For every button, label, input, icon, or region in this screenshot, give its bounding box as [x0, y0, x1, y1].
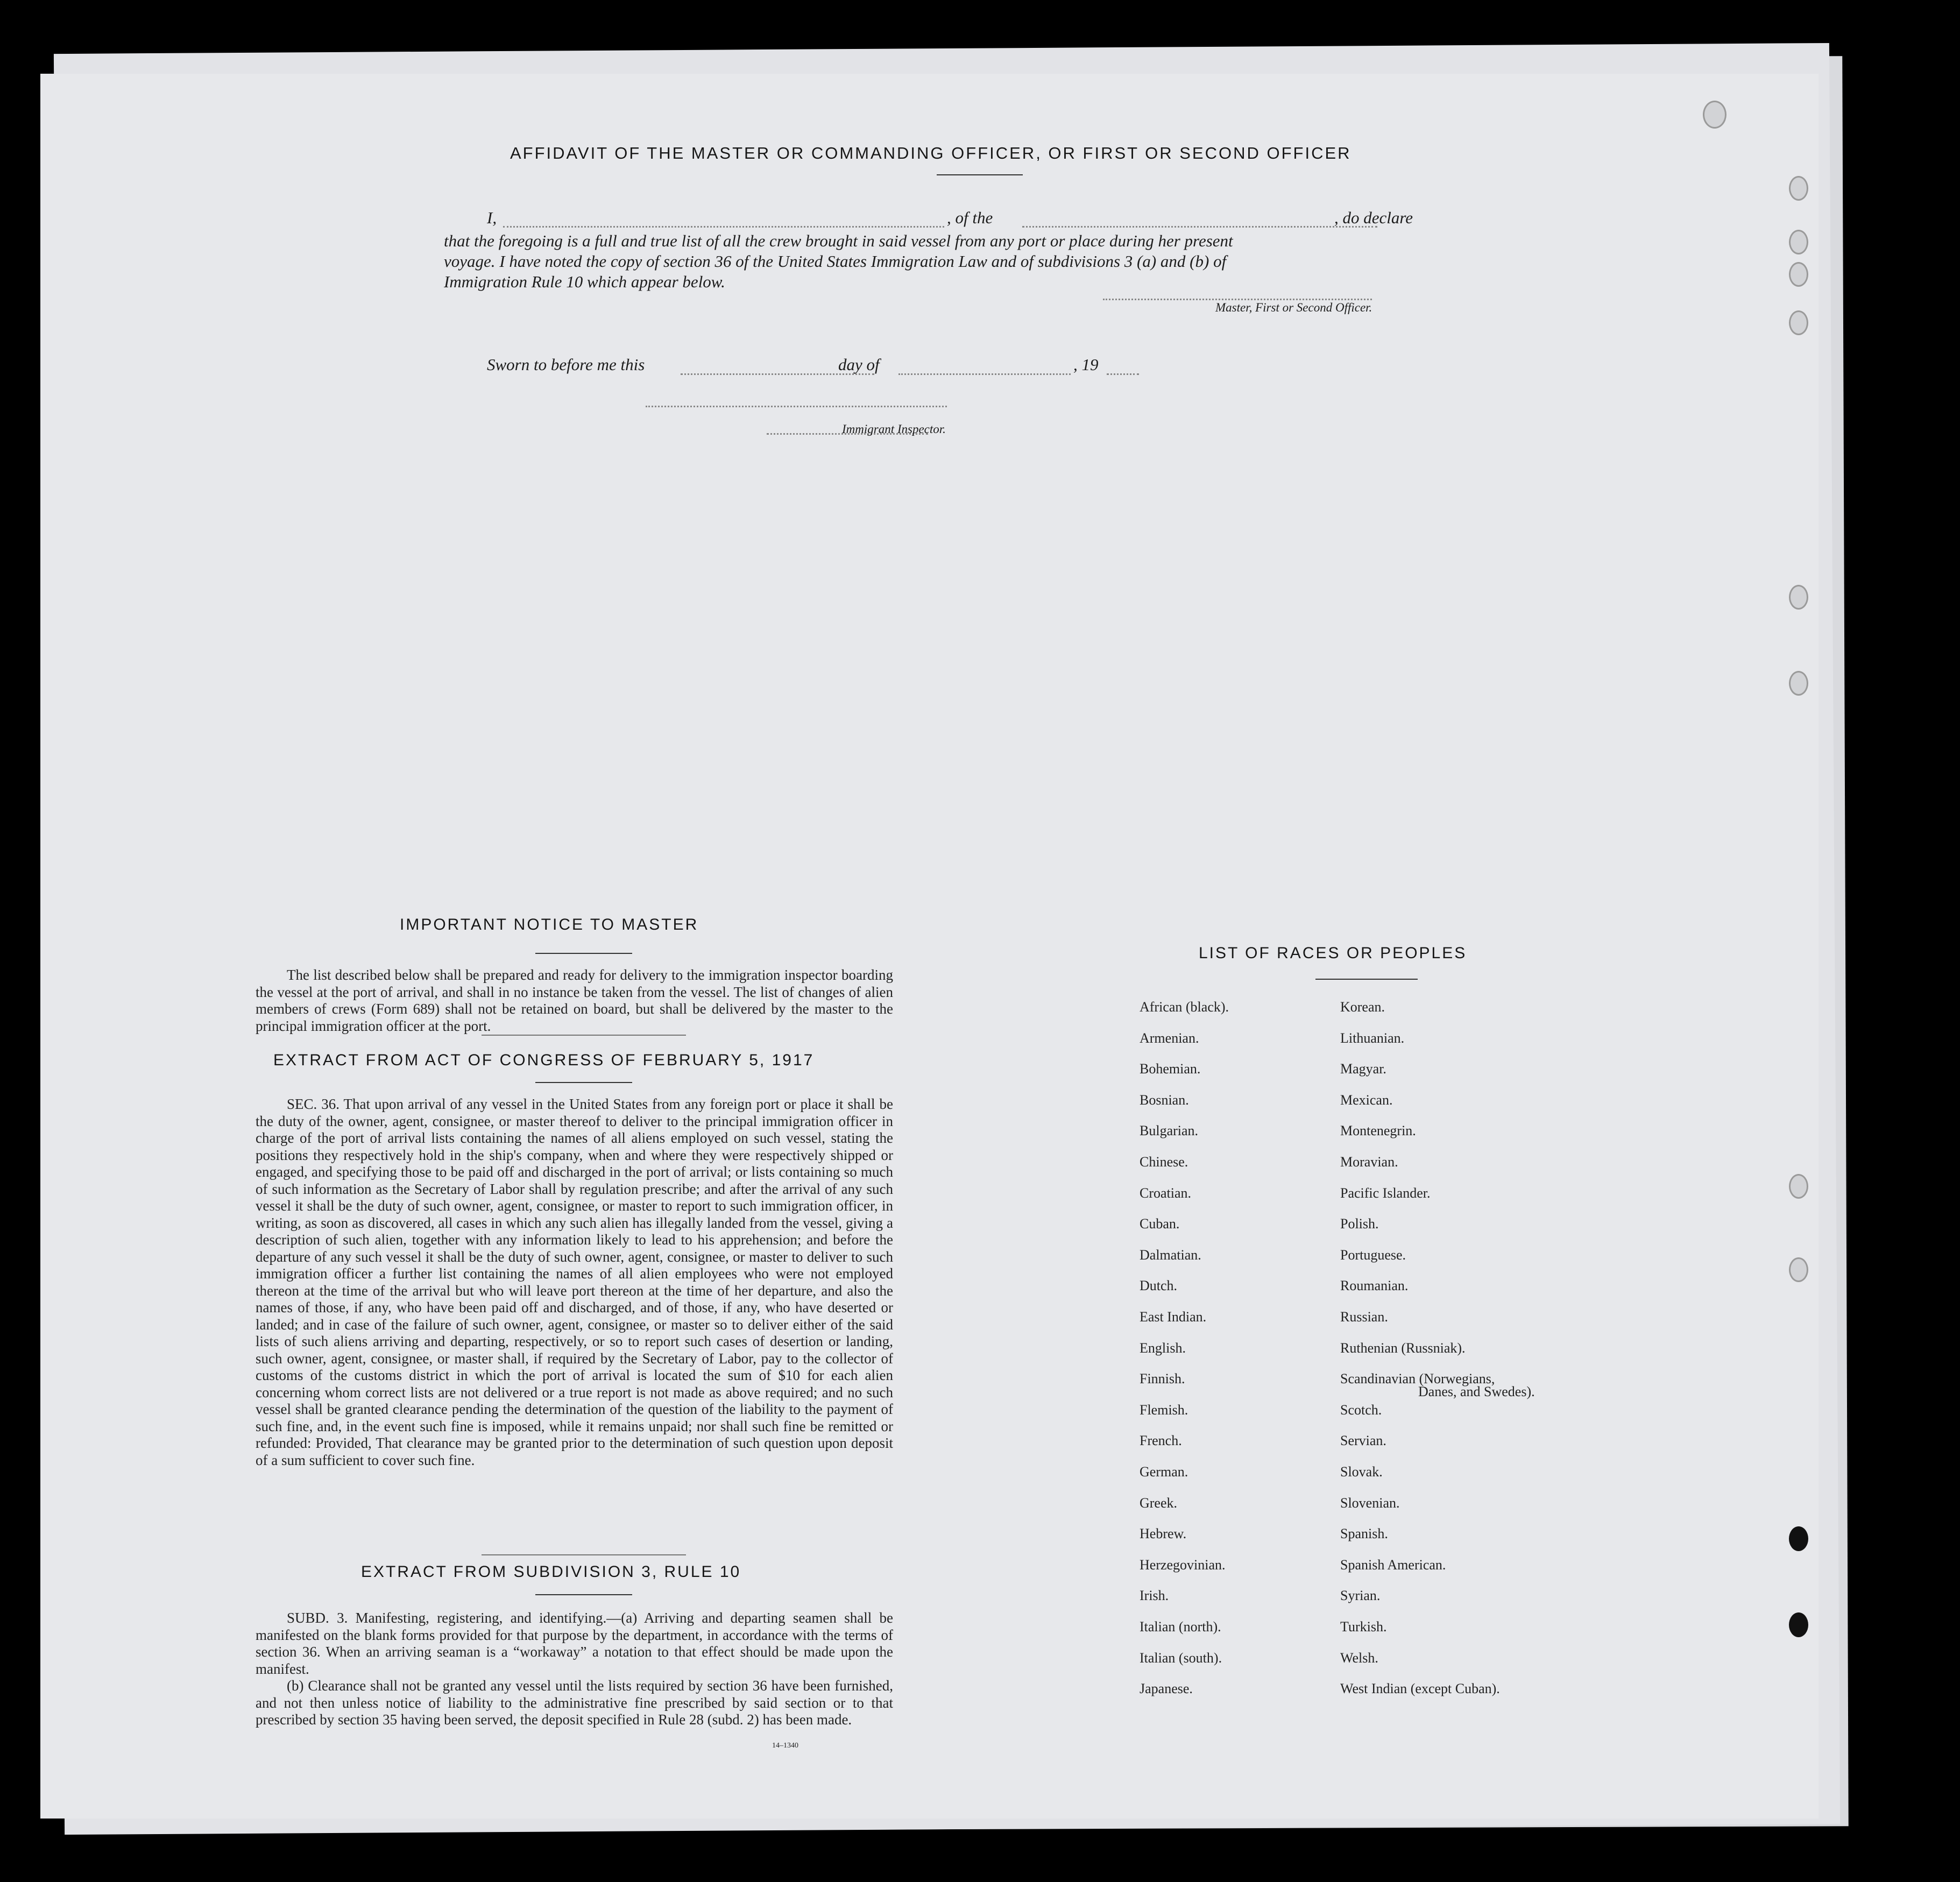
binder-hole [1789, 1612, 1808, 1637]
binder-hole [1789, 1174, 1808, 1199]
binder-hole [1789, 671, 1808, 696]
race-item: Ruthenian (Russniak). [1340, 1340, 1466, 1356]
race-item: Russian. [1340, 1309, 1388, 1325]
race-item: Slovak. [1340, 1464, 1383, 1480]
races-underline [1315, 979, 1418, 980]
race-item: Scandinavian (Norwegians, [1340, 1371, 1495, 1386]
rule-extract-title: EXTRACT FROM SUBDIVISION 3, RULE 10 [361, 1563, 741, 1581]
act-extract-title: EXTRACT FROM ACT OF CONGRESS OF FEBRUARY 5, 1917 [273, 1051, 815, 1069]
race-item: Spanish American. [1340, 1557, 1446, 1573]
day-of-label: day of [838, 355, 880, 374]
binder-hole [1789, 585, 1808, 610]
declarant-name-field[interactable] [503, 226, 944, 228]
binder-hole [1789, 176, 1808, 201]
race-item: Bosnian. [1140, 1092, 1189, 1108]
race-item: Slovenian. [1340, 1495, 1400, 1511]
race-item: Scotch. [1340, 1402, 1382, 1418]
of-the-label: , of the [947, 208, 993, 227]
notice-title: IMPORTANT NOTICE TO MASTER [400, 916, 699, 933]
race-item: Hebrew. [1140, 1526, 1187, 1541]
race-item: Herzegovinian. [1140, 1557, 1226, 1573]
sworn-label: Sworn to before me this [487, 355, 645, 374]
notice-text [256, 967, 893, 1035]
race-item: Montenegrin. [1340, 1123, 1416, 1138]
rule-paragraph-b: (b) Clearance shall not be granted any vessel until the lists required by section 36 have been furnished, and not then unless notice of liability to the administrative fine prescribed by said section or to that prescribed by section 35 having been served, the deposit specified in Rule 28 (subd. 2) has been made. [256, 1678, 893, 1728]
race-item: Finnish. [1140, 1371, 1185, 1386]
rule-paragraph-a: SUBD. 3. Manifesting, registering, and identifying.—(a) Arriving and departing seamen shall be manifested on the blank forms provided for that purpose by the department, in accordance with the terms of section 36. When an arriving seaman is a “workaway” a notation to that effect should be made upon the manifest. [256, 1610, 893, 1677]
race-item: East Indian. [1140, 1309, 1207, 1325]
race-item: West Indian (except Cuban). [1340, 1681, 1500, 1696]
race-item: Moravian. [1340, 1154, 1398, 1170]
declaration-text [444, 231, 1488, 292]
inspector-label: Immigrant Inspector. [842, 422, 946, 436]
race-item: Italian (north). [1140, 1619, 1221, 1635]
race-item: German. [1140, 1464, 1188, 1480]
races-title: LIST OF RACES OR PEOPLES [1199, 944, 1467, 962]
declarant-line [487, 208, 497, 228]
race-item: French. [1140, 1433, 1182, 1448]
race-item: Polish. [1340, 1216, 1379, 1232]
act-underline [535, 1082, 632, 1083]
sworn-year-field[interactable] [1107, 373, 1139, 375]
race-item: Dalmatian. [1140, 1247, 1201, 1263]
race-item: Mexican. [1340, 1092, 1393, 1108]
race-item: Lithuanian. [1340, 1030, 1405, 1046]
binder-hole [1703, 101, 1727, 129]
race-item: Bohemian. [1140, 1061, 1201, 1077]
i-label: I, [487, 208, 497, 227]
race-item: Cuban. [1140, 1216, 1180, 1232]
vessel-name-field[interactable] [1022, 226, 1377, 228]
rule-underline [535, 1594, 632, 1595]
race-item: Greek. [1140, 1495, 1178, 1511]
declaration-line: that the foregoing is a full and true list of all the crew brought in said vessel from any port or place during her present [444, 231, 1233, 250]
document-page [40, 74, 1819, 1819]
section-divider [482, 1554, 686, 1555]
binder-hole [1789, 262, 1808, 287]
race-item: Dutch. [1140, 1278, 1178, 1293]
race-item: Danes, and Swedes). [1418, 1384, 1535, 1399]
binder-hole [1789, 310, 1808, 335]
race-item: Syrian. [1340, 1588, 1381, 1603]
race-item: Pacific Islander. [1340, 1185, 1431, 1201]
race-item: English. [1140, 1340, 1186, 1356]
affidavit-title: AFFIDAVIT OF THE MASTER OR COMMANDING OFFICER, OR FIRST OR SECOND OFFICER [510, 144, 1352, 162]
race-item: Flemish. [1140, 1402, 1188, 1418]
race-item: Chinese. [1140, 1154, 1188, 1170]
act-paragraph: SEC. 36. That upon arrival of any vessel in the United States from any foreign port or place it shall be the duty of the owner, agent, consignee, or master thereof to deliver to the principal immigration officer in charge of the port of arrival lists containing the names of all aliens employed on such vessel, stating the positions they respectively hold in the ship's company, when and where they were respectively shipped or engaged, and specifying those to be paid off and discharged in the port of arrival; or lists containing so much of such information as the Secretary of Labor shall by regulation prescribe; and after the arrival of any such vessel it shall be the duty of such owner, agent, consignee, or master to report to such immigration officer, in writing, as soon as discovered, all cases in which any such alien has illegally landed from the vessel, giving a description of such alien, together with any information likely to lead to his apprehension; and before the departure of any such vessel it shall be the duty of such owner, agent, consignee, or master to deliver to such immigration officer a further list containing the names of all alien employees who were not employed thereon at the time of the arrival but who will leave port thereon at the time of her departure, and also the names of those, if any, who have been paid off and discharged, and of those, if any, who have deserted or landed; and in case of the failure of such owner, agent, consignee, or master so to deliver either of the said lists of such aliens arriving and departing, respectively, or so to report such cases of desertion or landing, such owner, agent, consignee, or master shall, if required by the Secretary of Labor, pay to the collector of customs of the customs district in which the port of arrival is located the sum of $10 for each alien concerning whom correct lists are not delivered or a true report is not made as above required; and no such vessel shall be granted clearance pending the determination of the question of the liability to the payment of such fine, and, in the event such fine is imposed, while it remains unpaid; nor shall such fine be remitted or refunded: Provided, That clearance may be granted prior to the determination of such question upon deposit of a sum sufficient to cover such fine. [256, 1096, 893, 1468]
race-item: Armenian. [1140, 1030, 1199, 1046]
section-divider [482, 1035, 686, 1036]
race-item: African (black). [1140, 999, 1229, 1015]
race-item: Servian. [1340, 1433, 1386, 1448]
binder-hole [1789, 1526, 1808, 1551]
declaration-line: voyage. I have noted the copy of section 36 of the United States Immigration Law and of subdivisions 3 (a) and (b) of [444, 252, 1227, 271]
act-extract-text [256, 1096, 893, 1469]
race-item: Turkish. [1340, 1619, 1387, 1635]
race-item: Korean. [1340, 999, 1385, 1015]
notice-underline [535, 953, 632, 954]
race-item: Magyar. [1340, 1061, 1386, 1077]
form-number: 14–1340 [772, 1742, 798, 1750]
race-item: Bulgarian. [1140, 1123, 1199, 1138]
race-item: Roumanian. [1340, 1278, 1409, 1293]
declaration-line: Immigration Rule 10 which appear below. [444, 272, 725, 291]
race-item: Irish. [1140, 1588, 1169, 1603]
binder-hole [1789, 230, 1808, 254]
notice-paragraph: The list described below shall be prepared and ready for delivery to the immigration inspector boarding the vessel at the port of arrival, and shall in no instance be taken from the vessel. The list of changes of alien members of crews (Form 689) shall not be retained on board, but shall be delivered by the master to the principal immigration officer at the port. [256, 967, 893, 1034]
binder-hole [1789, 1257, 1808, 1282]
race-item: Welsh. [1340, 1650, 1378, 1666]
race-item: Japanese. [1140, 1681, 1193, 1696]
master-signature-field[interactable] [1103, 299, 1372, 300]
race-item: Portuguese. [1340, 1247, 1406, 1263]
do-declare-label: , do declare [1334, 208, 1413, 227]
rule-extract-text [256, 1610, 893, 1729]
year-label: , 19 [1073, 355, 1099, 374]
master-signature-label: Master, First or Second Officer. [1215, 301, 1372, 314]
sworn-month-field[interactable] [898, 373, 1071, 375]
title-underline [937, 174, 1023, 175]
race-item: Italian (south). [1140, 1650, 1222, 1666]
inspector-signature-field[interactable] [646, 406, 947, 407]
race-item: Spanish. [1340, 1526, 1388, 1541]
race-item: Croatian. [1140, 1185, 1192, 1201]
